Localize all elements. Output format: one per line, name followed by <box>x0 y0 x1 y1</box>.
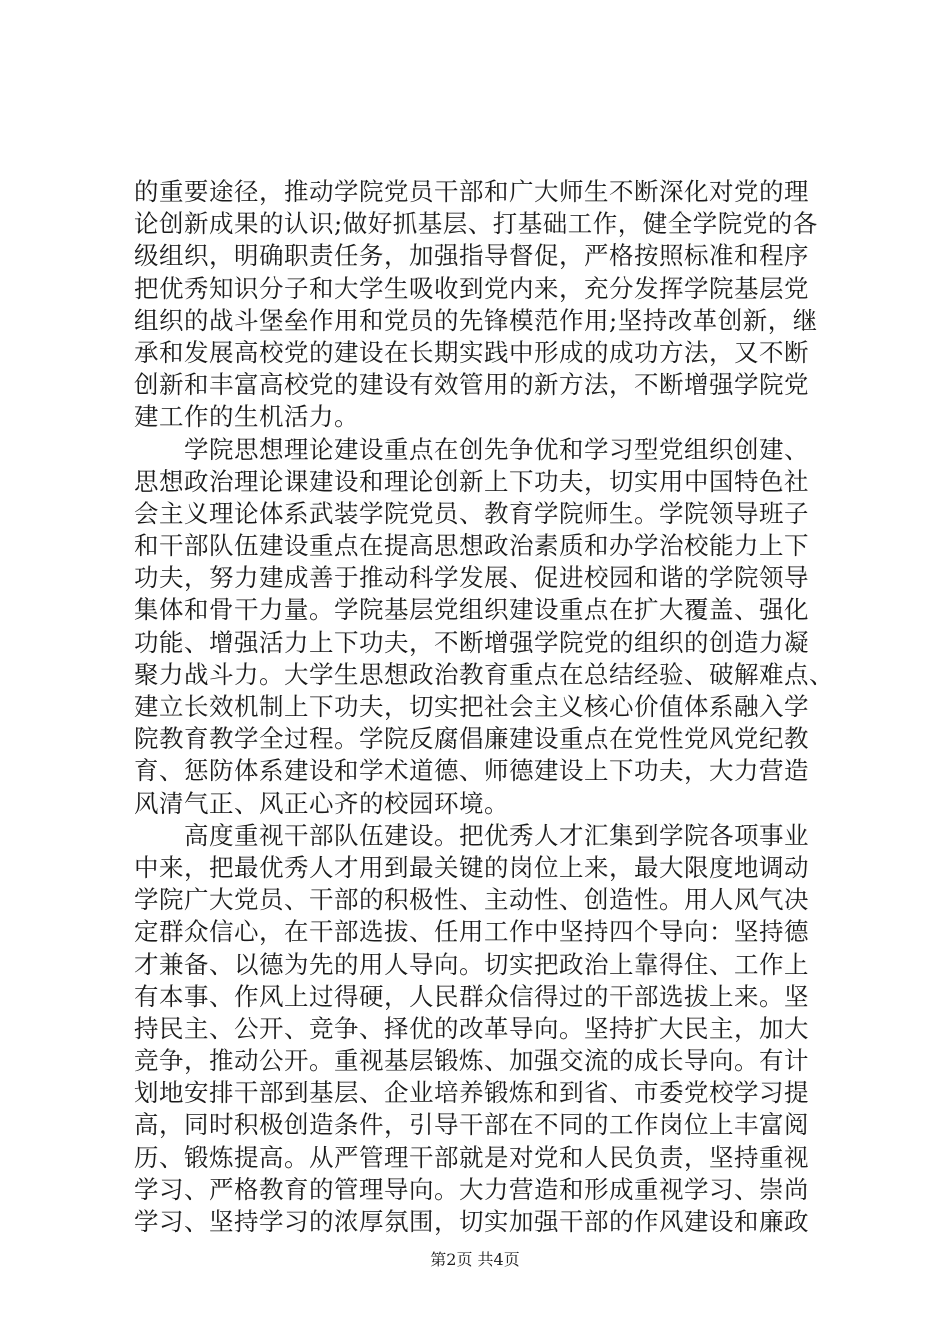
text-line: 历、锻炼提高。从严管理干部就是对党和人民负责，坚持重视 <box>134 1142 809 1172</box>
text-line: 划地安排干部到基层、企业培养锻炼和到省、市委党校学习提 <box>134 1078 809 1108</box>
paragraph-start-line: 学院思想理论建设重点在创先争优和学习型党组织创建、 <box>184 434 809 464</box>
text-line: 功夫，努力建成善于推动科学发展、促进校园和谐的学院领导 <box>134 563 809 593</box>
text-line: 建工作的生机活力。 <box>134 402 359 432</box>
text-line: 功能、增强活力上下功夫，不断增强学院党的组织的创造力凝 <box>134 627 809 657</box>
text-line: 院教育教学全过程。学院反腐倡廉建设重点在党性党风党纪教 <box>134 724 809 754</box>
text-line: 风清气正、风正心齐的校园环境。 <box>134 788 509 818</box>
text-line: 级组织，明确职责任务，加强指导督促，严格按照标准和程序 <box>134 241 809 271</box>
text-line: 育、惩防体系建设和学术道德、师德建设上下功夫，大力营造 <box>134 756 809 786</box>
text-line: 的重要途径，推动学院党员干部和广大师生不断深化对党的理 <box>134 177 809 206</box>
text-line: 学院广大党员、干部的积极性、主动性、创造性。用人风气决 <box>134 885 809 915</box>
text-line: 才兼备、以德为先的用人导向。切实把政治上靠得住、工作上 <box>134 949 809 979</box>
document-body <box>134 176 834 1238</box>
text-line: 集体和骨干力量。学院基层党组织建设重点在扩大覆盖、强化 <box>134 595 809 625</box>
text-line: 思想政治理论课建设和理论创新上下功夫，切实用中国特色社 <box>134 466 809 496</box>
text-line: 学习、严格教育的管理导向。大力营造和形成重视学习、崇尚 <box>134 1174 809 1204</box>
text-line: 和干部队伍建设重点在提高思想政治素质和办学治校能力上下 <box>134 531 809 561</box>
text-line: 高，同时积极创造条件，引导干部在不同的工作岗位上丰富阅 <box>134 1110 809 1140</box>
text-line: 有本事、作风上过得硬，人民群众信得过的干部选拔上来。坚 <box>134 981 809 1011</box>
text-line: 中来，把最优秀人才用到最关键的岗位上来，最大限度地调动 <box>134 852 809 882</box>
page-number-footer: 第2页 共4页 <box>430 1250 520 1269</box>
text-line: 竞争，推动公开。重视基层锻炼、加强交流的成长导向。有计 <box>134 1046 809 1076</box>
text-line: 组织的战斗堡垒作用和党员的先锋模范作用;坚持改革创新，继 <box>134 305 818 335</box>
text-line: 聚力战斗力。大学生思想政治教育重点在总结经验、破解难点、 <box>134 659 834 689</box>
text-line: 创新和丰富高校党的建设有效管用的新方法，不断增强学院党 <box>134 370 809 400</box>
text-line: 持民主、公开、竞争、择优的改革导向。坚持扩大民主，加大 <box>134 1013 809 1043</box>
text-line: 建立长效机制上下功夫，切实把社会主义核心价值体系融入学 <box>134 692 809 721</box>
text-line: 承和发展高校党的建设在长期实践中形成的成功方法，又不断 <box>134 337 809 367</box>
text-line: 学习、坚持学习的浓厚氛围，切实加强干部的作风建设和廉政 <box>134 1207 809 1236</box>
text-line: 把优秀知识分子和大学生吸收到党内来，充分发挥学院基层党 <box>134 273 809 303</box>
paragraph-start-line: 高度重视干部队伍建设。把优秀人才汇集到学院各项事业 <box>184 820 809 850</box>
text-line: 定群众信心，在干部选拔、任用工作中坚持四个导向：坚持德 <box>134 917 809 947</box>
text-line: 论创新成果的认识;做好抓基层、打基础工作，健全学院党的各 <box>134 209 818 239</box>
text-line: 会主义理论体系武装学院党员、教育学院师生。学院领导班子 <box>134 498 809 528</box>
